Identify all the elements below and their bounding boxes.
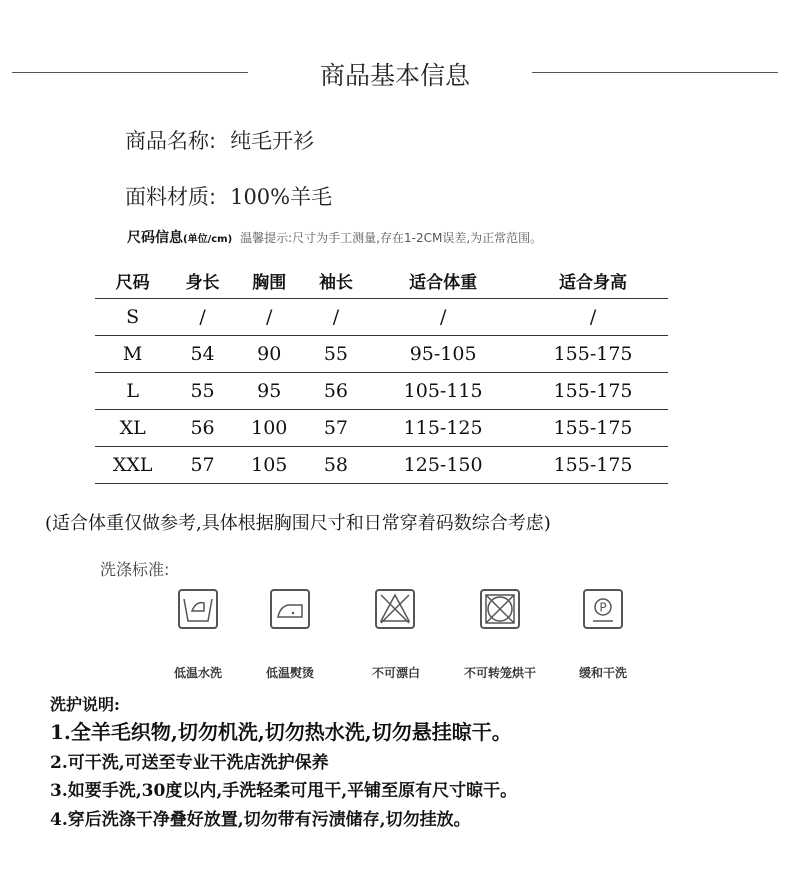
wash-label-3: 不可漂白 [371,666,420,680]
table-cell: 57 [170,447,235,484]
table-cell: 155-175 [518,336,668,373]
table-header-cell: 适合身高 [518,262,668,299]
low-temp-iron-icon [270,589,310,629]
table-row [95,336,668,373]
care-line-1: 1.全羊毛织物,切勿机洗,切勿热水洗,切勿悬挂晾干。 [50,720,512,744]
table-header-cell: 身长 [170,262,235,299]
washing-label: 洗涤标准: [100,560,170,579]
table-cell: 55 [170,373,235,410]
size-table [95,262,668,484]
table-cell: 115-125 [368,410,518,447]
table-header-cell: 尺码 [95,262,170,299]
size-info-unit: (单位/cm) [183,234,233,245]
wash-label-4: 不可转笼烘干 [463,666,536,680]
weight-note: (适合体重仅做参考,具体根据胸围尺寸和日常穿着码数综合考虑) [45,513,551,534]
wash-label-2: 低温熨烫 [265,666,314,680]
table-row [95,410,668,447]
table-cell: S [95,299,170,336]
svg-text:P: P [599,600,607,615]
table-cell: 125-150 [368,447,518,484]
page-title: 商品基本信息 [319,61,470,90]
table-cell: 95-105 [368,336,518,373]
product-name-label: 商品名称: [125,129,217,153]
size-info-label: 尺码信息 [127,230,183,246]
table-cell: 155-175 [518,373,668,410]
table-cell: XL [95,410,170,447]
gentle-dry-clean-icon [583,589,623,629]
product-name-value: 纯毛开衫 [230,129,315,153]
table-cell: / [518,299,668,336]
table-cell: / [170,299,235,336]
table-cell: M [95,336,170,373]
table-header-cell: 胸围 [235,262,304,299]
table-cell: 56 [304,373,369,410]
fabric-label: 面料材质: [125,185,217,209]
table-cell: 105-115 [368,373,518,410]
table-header-cell: 适合体重 [368,262,518,299]
table-cell: / [304,299,369,336]
table-cell: 105 [235,447,304,484]
no-bleach-icon [375,589,415,629]
table-cell: 58 [304,447,369,484]
wash-label-1: 低温水洗 [173,666,222,680]
table-cell: 90 [235,336,304,373]
care-title: 洗护说明: [50,695,120,714]
table-header-cell: 袖长 [304,262,369,299]
table-cell: 57 [304,410,369,447]
wash-label-5: 缓和干洗 [578,666,627,680]
table-cell: 56 [170,410,235,447]
table-cell: 95 [235,373,304,410]
table-header-row [95,262,668,299]
size-info [127,227,542,247]
no-tumble-dry-icon [480,589,520,629]
table-row [95,299,668,336]
table-cell: XXL [95,447,170,484]
table-cell: 100 [235,410,304,447]
table-row [95,447,668,484]
table-cell: 155-175 [518,447,668,484]
care-line-4: 4.穿后洗涤干净叠好放置,切勿带有污渍储存,切勿挂放。 [50,810,471,830]
size-info-tip: 温馨提示:尺寸为手工测量,存在1-2CM误差,为正常范围。 [240,231,543,245]
table-cell: / [368,299,518,336]
table-row [95,373,668,410]
product-name [125,125,314,155]
table-cell: / [235,299,304,336]
table-cell: 54 [170,336,235,373]
care-line-3: 3.如要手洗,30度以内,手洗轻柔可甩干,平铺至原有尺寸晾干。 [50,781,518,801]
table-cell: 155-175 [518,410,668,447]
care-line-2: 2.可干洗,可送至专业干洗店洗护保养 [50,753,329,773]
table-cell: L [95,373,170,410]
fabric [125,181,332,211]
table-cell: 55 [304,336,369,373]
fabric-value: 100%羊毛 [230,185,333,209]
low-temp-hand-wash-icon [178,589,218,629]
